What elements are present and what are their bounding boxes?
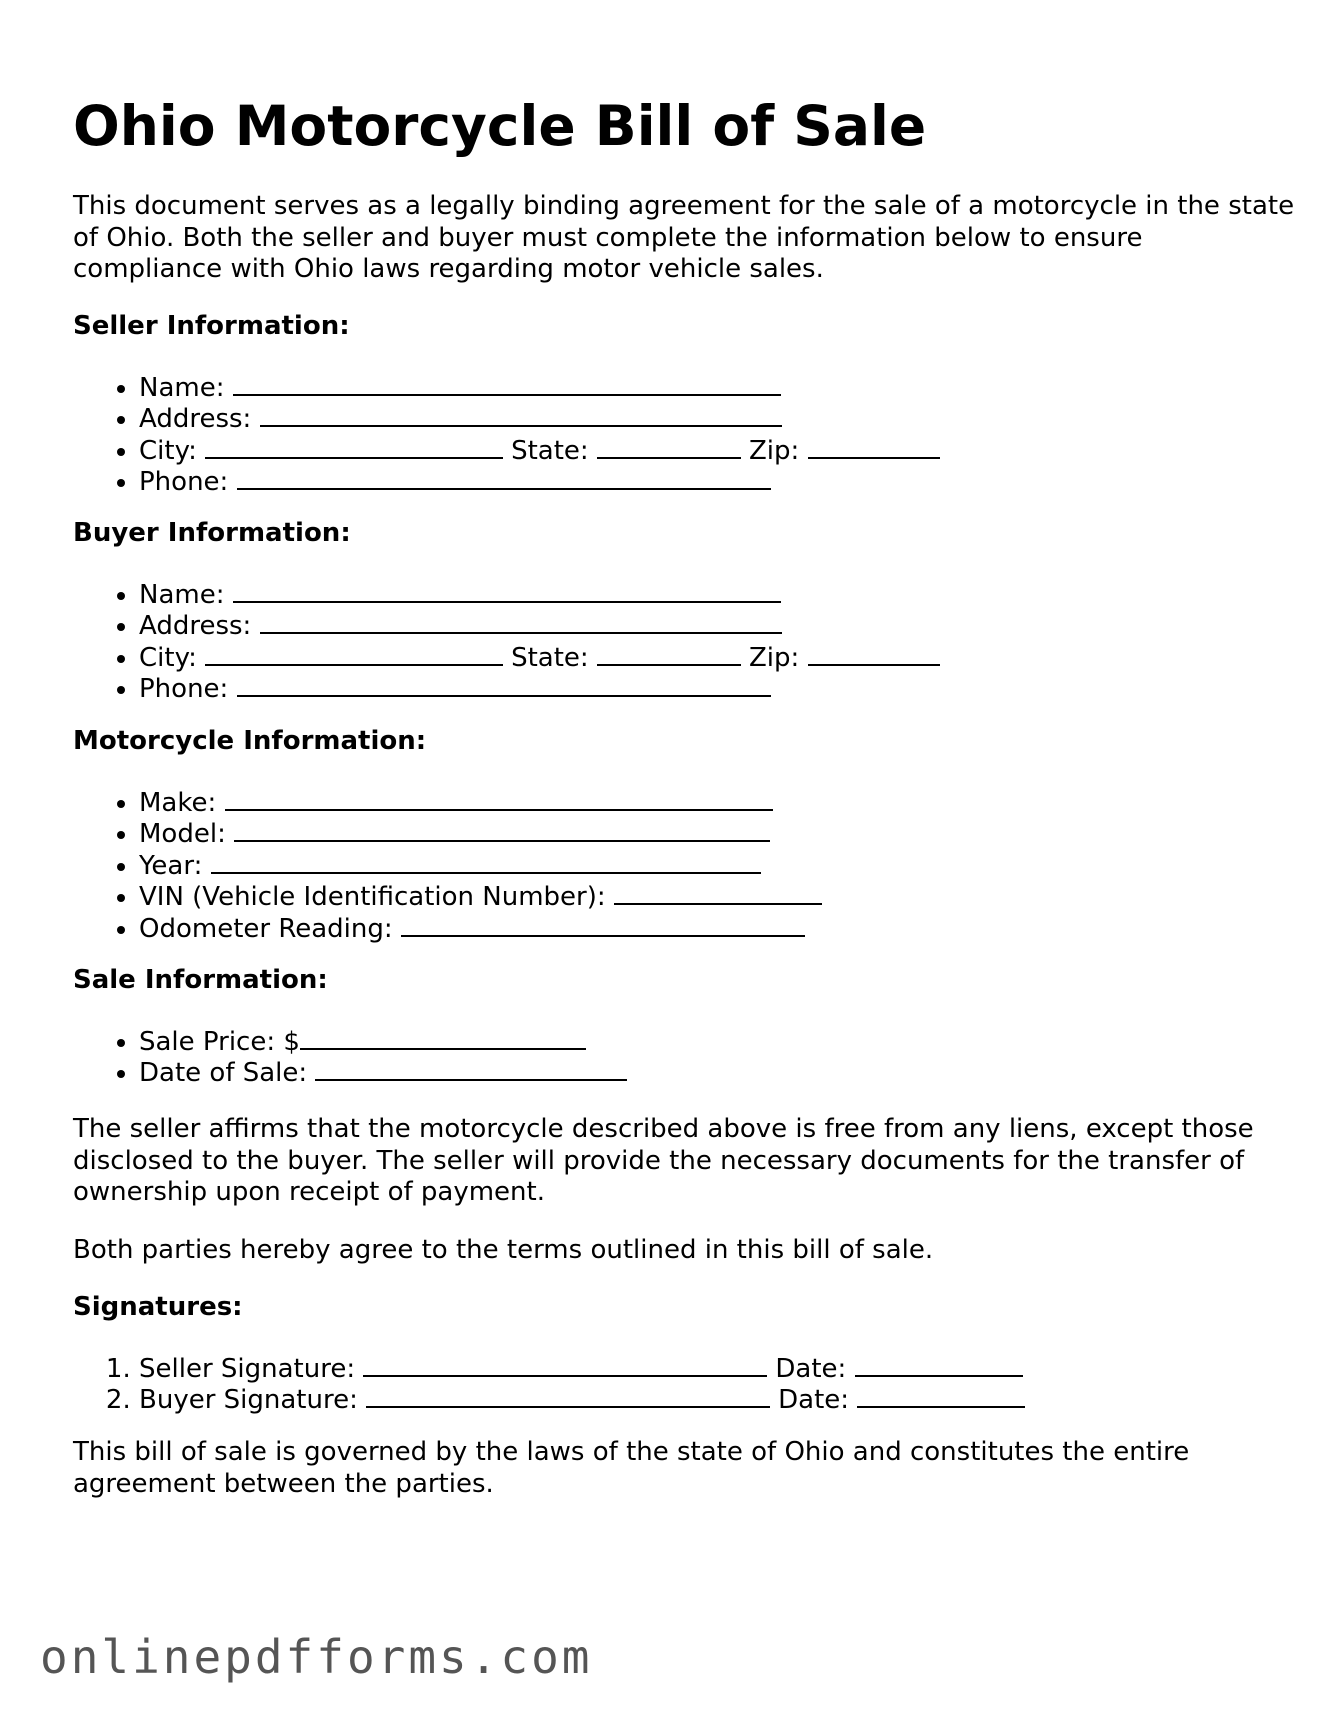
make-row: [139, 785, 830, 816]
buyer-signature-field[interactable]: [366, 1382, 770, 1408]
odometer-label: Odometer Reading:: [139, 913, 393, 944]
buyer-city-row: [139, 640, 948, 671]
buyer-address-row: [139, 608, 948, 642]
seller-address-field[interactable]: [260, 401, 782, 427]
vin-row: [139, 879, 830, 913]
buyer-signature-date-label: Date:: [778, 1385, 850, 1416]
seller-address-row: [139, 401, 948, 435]
affirmation-paragraph: The seller affirms that the motorcycle described above is free from any liens, except those disclosed to the buyer. The seller will provide the necessary documents for the transfer of ownership upon receipt of payment.: [73, 1114, 1254, 1207]
buyer-fields: [73, 577, 948, 703]
seller-signature-date-field[interactable]: [855, 1351, 1023, 1377]
seller-name-label: Name:: [139, 373, 225, 403]
page-title: Ohio Motorcycle Bill of Sale: [73, 94, 927, 158]
seller-state-label: State:: [511, 435, 589, 466]
motorcycle-heading: Motorcycle Information:: [73, 726, 427, 756]
make-field[interactable]: [225, 785, 773, 811]
seller-name-field[interactable]: [233, 370, 781, 396]
buyer-signature-row: [139, 1382, 1033, 1416]
sale-price-label: Sale Price: $: [139, 1027, 300, 1057]
buyer-heading: Buyer Information:: [73, 518, 351, 548]
seller-phone-label: Phone:: [139, 467, 229, 498]
sale-date-row: [139, 1055, 635, 1089]
seller-phone-field[interactable]: [237, 464, 771, 490]
motorcycle-fields: [73, 785, 830, 942]
buyer-address-label: Address:: [139, 611, 252, 642]
buyer-name-row: [139, 577, 948, 608]
buyer-phone-label: Phone:: [139, 674, 229, 705]
sale-date-field[interactable]: [315, 1055, 627, 1081]
seller-address-label: Address:: [139, 404, 252, 435]
governing-paragraph: This bill of sale is governed by the laws of the state of Ohio and constitutes the entire agreement between the parties.: [73, 1437, 1190, 1499]
odometer-row: [139, 911, 830, 942]
year-label: Year:: [139, 850, 203, 881]
seller-signature-field[interactable]: [363, 1351, 767, 1377]
seller-zip-label: Zip:: [748, 435, 800, 466]
sale-price-field[interactable]: [300, 1024, 586, 1050]
buyer-city-field[interactable]: [205, 640, 503, 666]
signatures-heading: Signatures:: [73, 1292, 243, 1322]
buyer-name-label: Name:: [139, 580, 225, 610]
year-field[interactable]: [211, 848, 761, 874]
seller-city-row: [139, 433, 948, 464]
buyer-name-field[interactable]: [233, 577, 781, 603]
agreement-paragraph: Both parties hereby agree to the terms outlined in this bill of sale.: [73, 1235, 934, 1265]
seller-signature-date-label: Date:: [775, 1354, 847, 1384]
odometer-field[interactable]: [401, 911, 805, 937]
seller-phone-row: [139, 464, 948, 498]
model-label: Model:: [139, 819, 226, 850]
seller-heading: Seller Information:: [73, 311, 350, 341]
model-field[interactable]: [234, 816, 770, 842]
vin-label: VIN (Vehicle Identification Number):: [139, 882, 606, 913]
sale-fields: [73, 1024, 635, 1087]
sale-date-label: Date of Sale:: [139, 1058, 308, 1089]
sale-price-row: [139, 1024, 635, 1055]
make-label: Make:: [139, 788, 217, 818]
buyer-signature-label: Buyer Signature:: [139, 1385, 358, 1416]
seller-signature-label: Seller Signature:: [139, 1354, 356, 1384]
buyer-signature-date-field[interactable]: [857, 1382, 1025, 1408]
seller-state-field[interactable]: [597, 433, 741, 459]
seller-zip-field[interactable]: [808, 433, 940, 459]
seller-city-label: City:: [139, 435, 197, 466]
buyer-zip-label: Zip:: [748, 642, 800, 673]
seller-signature-row: [139, 1351, 1033, 1382]
buyer-state-field[interactable]: [597, 640, 741, 666]
model-row: [139, 816, 830, 850]
sale-heading: Sale Information:: [73, 965, 328, 995]
buyer-state-label: State:: [511, 642, 589, 673]
signature-fields: [73, 1351, 1033, 1414]
seller-city-field[interactable]: [205, 433, 503, 459]
watermark: onlinepdfforms.com: [40, 1630, 593, 1684]
buyer-city-label: City:: [139, 642, 197, 673]
seller-fields: [73, 370, 948, 496]
buyer-phone-row: [139, 671, 948, 705]
buyer-phone-field[interactable]: [237, 671, 771, 697]
vin-field[interactable]: [614, 879, 822, 905]
year-row: [139, 848, 830, 879]
seller-name-row: [139, 370, 948, 401]
buyer-address-field[interactable]: [260, 608, 782, 634]
buyer-zip-field[interactable]: [808, 640, 940, 666]
intro-paragraph: This document serves as a legally binding agreement for the sale of a motorcycle in the state of Ohio. Both the seller and buyer must complete the information below to ensure compliance with Ohio laws regarding motor vehicle sales.: [73, 191, 1295, 284]
